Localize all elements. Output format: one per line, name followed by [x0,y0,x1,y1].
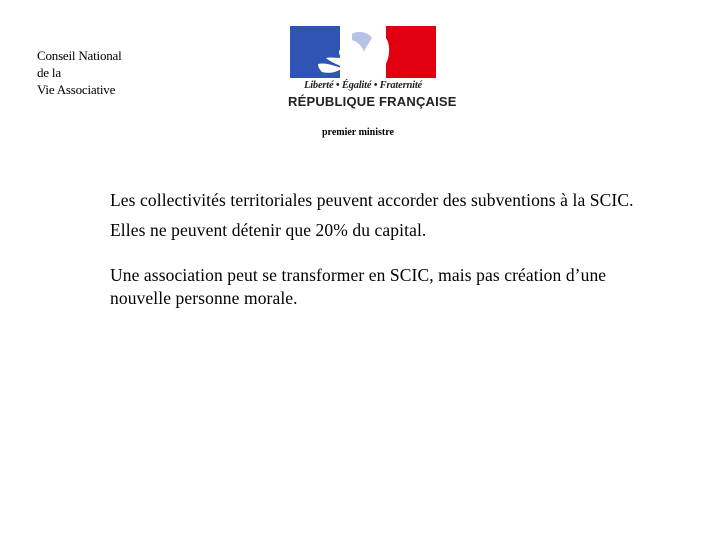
marianne-flag-emblem [288,24,438,78]
logo-motto: Liberté • Égalité • Fraternité [303,80,422,91]
main-content [110,189,667,310]
org-name-line-2: de la [37,65,61,80]
organization-name [37,47,197,98]
org-name-line-3: Vie Associative [37,82,116,97]
org-name-line-1: Conseil National [37,48,122,63]
paragraph-capital-share: Elles ne peuvent détenir que 20% du capital. [110,220,427,240]
flag-red-band [386,26,436,78]
paragraph-subsidies: Les collectivités territoriales peuvent accorder des subventions à la SCIC. [110,190,634,210]
logo-republic-name: RÉPUBLIQUE FRANÇAISE [288,94,457,109]
logo-subtitle: premier ministre [322,127,394,138]
paragraph-association-transform: Une association peut se transformer en SCIC, mais pas création d’une nouvelle personne morale. [110,265,607,308]
republique-francaise-logo [288,24,457,114]
